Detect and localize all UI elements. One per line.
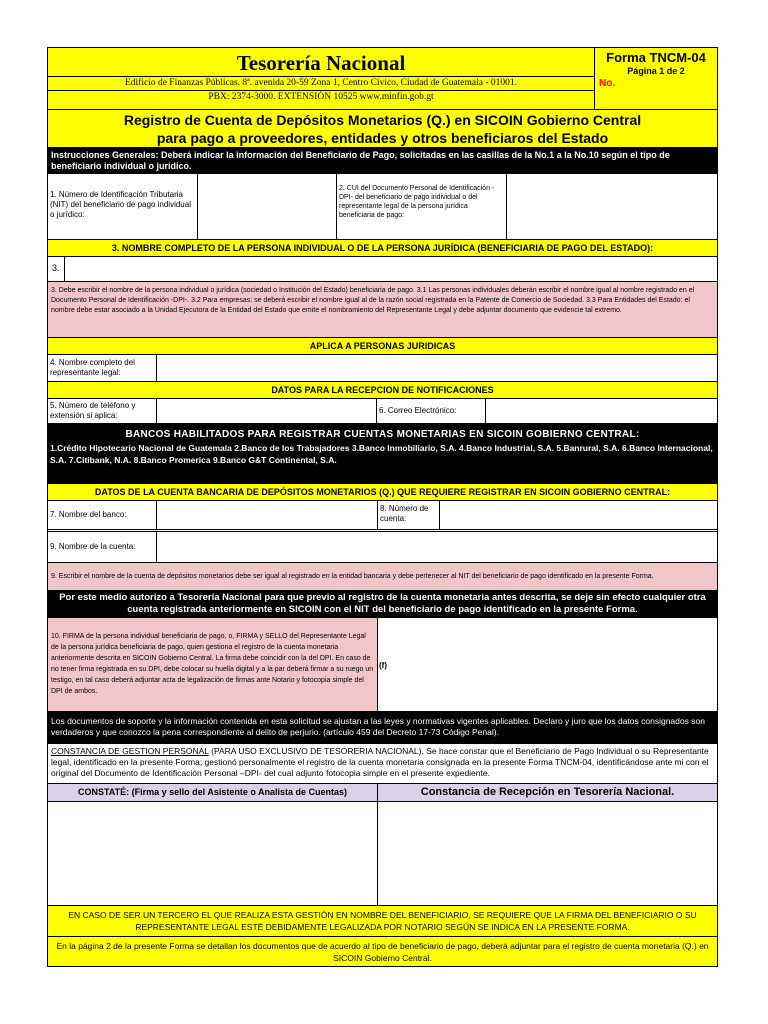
account-number-input[interactable]: [440, 501, 717, 529]
bank-account-row: [48, 501, 717, 530]
form-sheet: [47, 47, 718, 967]
declaration-text: Los documentos de soporte y la información contenida en esta solicitud se ajustan a las leyes y normativas vigentes aplicables. Declaro y juro que los datos consignados son verdaderos y que conozco la pena correspondiente al delito de perjurio. (artículo 459 del Decreto 17-73 Código Penal).: [51, 716, 705, 737]
instructions-text: Instrucciones Generales: Deberá indicar la información del Beneficiario de Pago, solicitadas en las casillas de la No.1 a la No.10 según el tipo de beneficiario individual o jurídico.: [51, 150, 670, 171]
name-note: 3. Debe escribir el nombre de la persona individual o jurídica (sociedad o Institución del Estado) beneficiaria de pago. 3.1 Las personas individuales deberán escribir el nombre igual al nombre registrado en el Documento Personal de Identificación -DPI-. 3.2 Para empresas: se deberá escribir el nombre igual al de la razón social registrada en la Patente de Comercio de Sociedad. 3.3 Para Entidades del Estado: el nombre debe estar asociado a la Unidad Ejecutora de la Entidad del Estado que emite el nombramiento del Representante Legal y debe adjuntar documento que evidencie tal extremo.: [51, 287, 695, 314]
tercero-text: EN CASO DE SER UN TERCERO EL QUE REALIZA ESTA GESTIÓN EN NOMBRE DEL BENEFICIARIO, SE REQUIERE QUE LA FIRMA DEL BENEFICIARIO O SU REPRESENTANTE LEGAL ESTÉ DEBIDAMENTE LEGALIZADA POR NOTARIO SEGÚN SE INDICA EN LA PRESENTE FORMA.: [68, 910, 697, 932]
name-number: 3.: [48, 257, 65, 281]
email-input[interactable]: [486, 399, 717, 423]
reception-boxes-row: [48, 802, 717, 906]
subtitle-line-2: para pago a proveedores, entidades y otros beneficiaros del Estado: [156, 130, 609, 146]
contact-row: [48, 399, 717, 424]
banks-header: BANCOS HABILITADOS PARA REGISTRAR CUENTAS MONETARIAS EN SICOIN GOBIERNO CENTRAL:: [125, 429, 640, 440]
email-label: 6. Correo Electrónico:: [377, 399, 486, 423]
notif-header: DATOS PARA LA RECEPCION DE NOTIFICACIONES: [271, 385, 494, 395]
header-main: [48, 48, 595, 109]
cui-input[interactable]: [507, 174, 717, 239]
constate-header: CONSTATÉ: (Firma y sello del Asistente o Analista de Cuentas): [48, 784, 378, 801]
cui-label: 2. CUI del Documento Personal de Identificación -DPI- del beneficiario de pago individual o del representante legal de la persona jurídica beneficiaria de pago:: [337, 174, 507, 239]
name-input[interactable]: [65, 257, 717, 281]
account-header: DATOS DE LA CUENTA BANCARIA DE DEPÓSITOS MONETARIOS (Q.) QUE REQUIERE REGISTRAR EN SICOIN GOBIERNO CENTRAL:: [94, 487, 671, 497]
account-note-row: [48, 563, 717, 591]
bank-name-label: 7. Nombre del banco:: [48, 501, 157, 529]
signature-label: 10. FIRMA de la persona individual beneficiaria de pago, o, FIRMA y SELLO del Representante Legal de la persona jurídica beneficiaria de pago, quien gestiona el registro de la cuenta monetaria anteriormente descrita en SICOIN Gobierno Central. La firma debe coincidir con la del DPI. En caso de no tener firma registrada en su DPI, debe colocar su huella digital y a la par deberá firmar a su ruego un testigo, en tal caso deberá adjuntar acta de legalización de firmas ante Notario y fotocopia simple del DPI de ambos.: [48, 618, 378, 711]
tercero-row: [48, 906, 717, 937]
representative-label: 4. Nombre completo del representante legal:: [48, 355, 157, 381]
nit-label: 1. Número de Identificación Tributaria (NIT) del beneficiario de pago individual o jurídico:: [48, 174, 198, 239]
name-row: [48, 257, 717, 282]
nit-input[interactable]: [198, 174, 337, 239]
constancia-block: [48, 744, 717, 781]
signature-row: [48, 618, 717, 712]
constancia-row: [48, 744, 717, 784]
page2-note: En la página 2 de la presente Forma se detallan los documentos que de acuerdo al tipo de beneficiario de pago, deberá adjuntar para el registro de cuenta monetaria (Q.) en SICOIN Gobierno Central.: [56, 941, 709, 963]
instructions-row: [48, 148, 717, 174]
signature-mark: (f): [379, 661, 387, 670]
header-code-box: [595, 48, 717, 109]
representative-input[interactable]: [157, 355, 717, 381]
subtitle-row: [48, 110, 717, 148]
name-header-row: [48, 240, 717, 257]
notif-header-row: [48, 382, 717, 399]
page-number: Página 1 de 2: [627, 66, 685, 76]
banks-row: [48, 424, 717, 484]
header-row: [48, 48, 717, 110]
juridicas-header: APLICA A PERSONAS JURIDICAS: [309, 341, 456, 351]
subtitle-line-1: Registro de Cuenta de Depósitos Monetarios (Q.) en SICOIN Gobierno Central: [123, 112, 642, 128]
nit-cui-row: [48, 174, 717, 240]
authorize-row: [48, 591, 717, 618]
address-line: Edificio de Finanzas Públicas. 8ª. avenida 20-59 Zona 1, Centro Cívico, Ciudad de Guatemala - 01001.: [48, 76, 594, 90]
name-note-row: [48, 282, 717, 338]
representative-row: [48, 355, 717, 382]
account-header-row: [48, 484, 717, 501]
reception-header-row: [48, 784, 717, 802]
form-code: Forma TNCM-04: [606, 50, 706, 65]
phone-label: 5. Número de teléfono y extensión si aplica:: [48, 399, 157, 423]
recepcion-box[interactable]: [378, 802, 717, 905]
declaration-row: [48, 712, 717, 744]
account-number-label: 8. Número de cuenta:: [378, 501, 440, 529]
recepcion-header: Constancia de Recepción en Tesorería Nacional.: [420, 786, 675, 798]
name-header: 3. NOMBRE COMPLETO DE LA PERSONA INDIVIDUAL O DE LA PERSONA JURÍDICA (BENEFICIARIA DE PAGO DEL ESTADO):: [111, 243, 654, 253]
page-title: Tesorería Nacional: [236, 51, 406, 75]
form-number-label: No.: [599, 78, 616, 89]
phone-line: PBX: 2374-3000. EXTENSIÓN 10525 www.minfin.gob.gt: [48, 90, 594, 104]
bank-name-input[interactable]: [157, 501, 378, 529]
authorize-text: Por este medio autorizo a Tesorería Nacional para que previo al registro de la cuenta monetaria antes descrita, se deje sin efecto cualquier otra cuenta registrada anteriormente en SICOIN con el NIT del beneficiario de pago identificado en la presente Forma.: [59, 592, 706, 615]
juridicas-header-row: [48, 338, 717, 355]
signature-box[interactable]: [378, 618, 717, 711]
phone-input[interactable]: [157, 399, 377, 423]
page2-note-row: [48, 937, 717, 966]
account-name-label: 9. Nombre de la cuenta:: [48, 532, 157, 562]
account-name-row: [48, 532, 717, 563]
account-note: 9. Escribir el nombre de la cuenta de depósitos monetarios debe ser igual al registrado en la entidad bancaria y debe pertenecer al NIT del beneficiario de pago identificado en la presente Forma.: [51, 573, 654, 580]
constancia-title: CONSTANCIA DE GESTION PERSONAL: [51, 746, 209, 756]
constancia-text: (PARA USO EXCLUSIVO DE TESORERIA NACIONAL). Se hace constar que el Beneficiario de Pago Individual o su Representante legal, identificado en la presente Forma; gestionó personalmente el registro de la cuenta monetaria consignada en la presente Forma TNCM-04, identificándose ante mi con el original del Documento de Identificación Personal –DPI- del cual adjunto fotocopia simple en el presente expediente.: [51, 746, 709, 778]
constate-box[interactable]: [48, 802, 378, 905]
account-name-input[interactable]: [157, 532, 717, 562]
banks-list: 1.Crédito Hipotecario Nacional de Guatemala 2.Banco de los Trabajadores 3.Banco Inmobiliario, S.A. 4.Banco Industrial, S.A. 5.Banrural, S.A. 6.Banco Internacional, S.A. 7.Citibank, N.A. 8.Banco Promerica 9.Banco G&T Continental, S.A.: [50, 443, 713, 465]
